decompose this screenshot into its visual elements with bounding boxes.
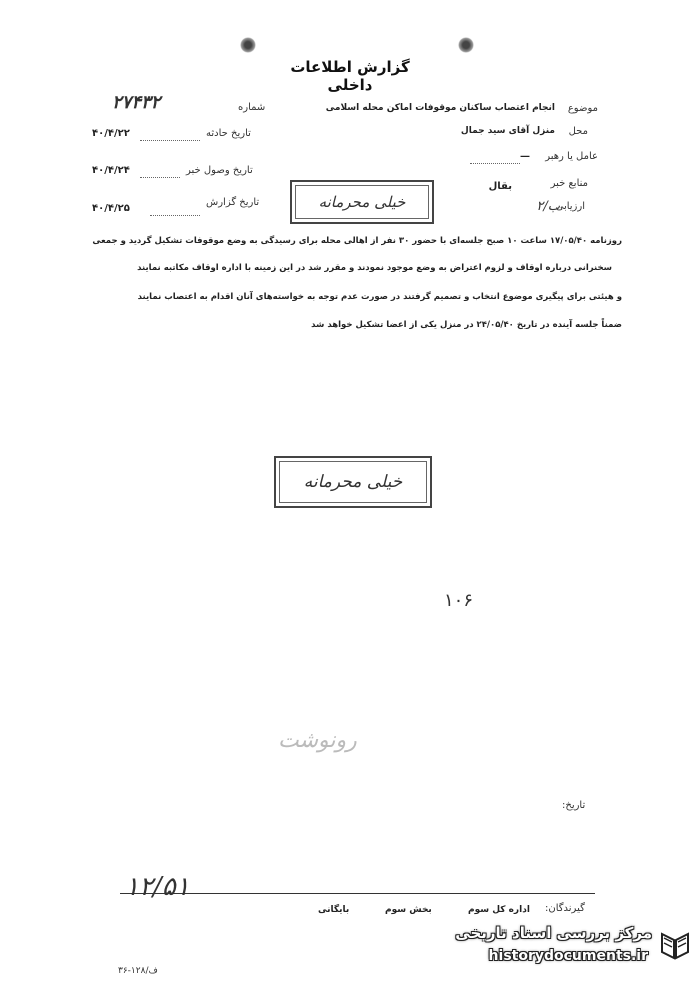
form-code: ف/۱۲۸-۳۶ <box>118 966 158 976</box>
incident-date-label: تاریخ حادثه <box>206 128 251 139</box>
watermark-text-fa: مرکز بررسی اسناد تاریخی <box>455 924 652 942</box>
report-date-value: ۴۰/۴/۲۵ <box>92 203 130 214</box>
watermark <box>410 920 700 975</box>
footer-divider <box>120 893 595 894</box>
source-value: بقال <box>488 181 512 192</box>
classification-stamp-middle <box>274 456 432 508</box>
assessment-value: ۲/ب <box>536 199 560 214</box>
report-date-dots <box>150 215 200 216</box>
date-label: تاریخ: <box>562 800 586 811</box>
watermark-logo-icon <box>658 928 692 962</box>
leader-value: — <box>520 151 530 162</box>
receipt-date-label: تاریخ وصول خبر <box>186 165 253 176</box>
receipt-date-value: ۴۰/۴/۲۴ <box>92 165 130 176</box>
classification-stamp-middle-text: خیلی محرمانه <box>303 472 403 492</box>
location-label: محل <box>568 126 588 137</box>
assessment-label: ارزیابی <box>555 201 585 212</box>
page-title: گزارش اطلاعات داخلی <box>290 58 410 94</box>
emblem-right-icon <box>458 37 474 53</box>
leader-dots <box>470 163 520 164</box>
body-line-3: و هیئتی برای پیگیری موضوع انتخاب و تصمیم گرفتند در صورت عدم توجه به خواسته‌های آنان اقدام به اعتصاب نمایند <box>137 292 622 302</box>
classification-stamp-top <box>290 180 434 224</box>
emblem-left-icon <box>240 37 256 53</box>
report-number-label: شماره <box>238 102 266 113</box>
subject-label: موضوع <box>567 103 598 114</box>
classification-stamp-top-text: خیلی محرمانه <box>318 193 406 211</box>
receipt-date-dots <box>140 177 180 178</box>
recipient-2: بخش سوم <box>385 905 432 915</box>
body-line-4: ضمناً جلسه آینده در تاریخ ۲۴/۰۵/۴۰ در منزل یکی از اعضا تشکیل خواهد شد <box>311 320 622 330</box>
recipient-1: اداره کل سوم <box>468 905 530 915</box>
subject-value: انجام اعتصاب ساکنان موقوفات اماکن محله اسلامی <box>325 103 555 113</box>
report-number-value: ۲۷۴۳۲ <box>112 92 161 113</box>
faint-handwriting: رونوشت <box>278 728 357 753</box>
incident-date-dots <box>140 140 200 141</box>
incident-date-value: ۴۰/۴/۲۲ <box>92 128 130 139</box>
recipients-label: گیرندگان: <box>545 903 585 914</box>
body-line-2: سخنرانی درباره اوقاف و لزوم اعتراض به وضع موجود نمودند و مقرر شد در این زمینه با اداره اوقاف مکاتبه نمایند <box>137 263 612 273</box>
source-label: منابع خبر <box>550 178 588 189</box>
watermark-text-en: historydocuments.ir <box>488 948 648 964</box>
body-line-1: روزنامه ۱۷/۰۵/۴۰ ساعت ۱۰ صبح جلسه‌ای با حضور ۳۰ نفر از اهالی محله برای رسیدگی به وضع موقوفات تشکیل گردید و جمعی <box>92 236 622 246</box>
report-date-label: تاریخ گزارش <box>206 197 260 208</box>
location-value: منزل آقای سید جمال <box>460 126 555 136</box>
page-number: ۱۰۶ <box>444 590 474 611</box>
leader-label: عامل یا رهبر <box>545 151 598 162</box>
recipient-3: بایگانی <box>318 905 350 915</box>
signature-number: ۱۲/۵۱ <box>125 872 190 902</box>
